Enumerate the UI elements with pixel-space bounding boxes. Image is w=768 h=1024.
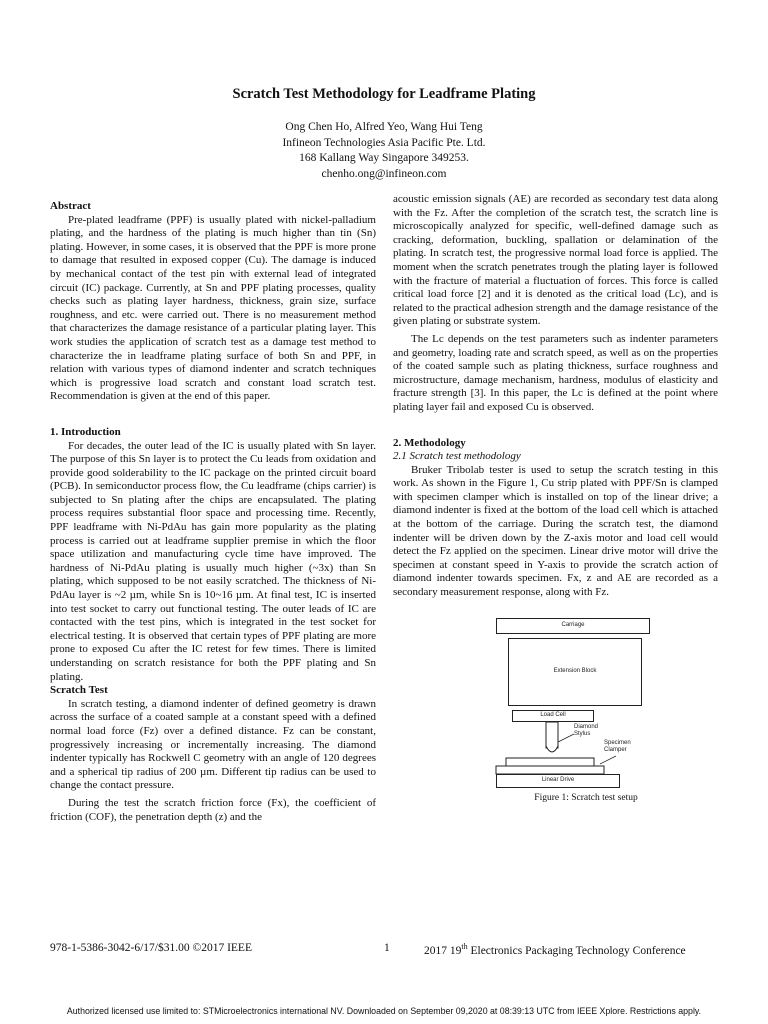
load-cell-box: Load Cell [512,710,594,722]
footer-isbn: 978-1-5386-3042-6/17/$31.00 ©2017 IEEE [50,942,252,954]
specimen-clamper-shape [496,766,604,774]
specimen-clamper-label: Specimen Clamper [604,739,631,753]
methodology-heading: 2. Methodology [393,436,466,449]
figure-scratch-setup [488,618,668,818]
introduction-text: For decades, the outer lead of the IC is usually plated with Sn layer. The purpose of this Sn layer is to protect the Cu leads from oxidation and provide good solderability to the IC package on the printed circuit board (PCB). In semiconductor process flow, the Cu leadframe (chips carrier) is subjected to Sn plating after the chips are encapsulated. The plating process requires substantial floor space and processing time. Recently, PPF leadframe with Ni-PdAu has gain more popularity as the plating process is carried out at leadframe supplier premise in which the floor space utilization and manufacturing cycle time have improved. The hardness of Ni-PdAu plating is usually much higher (~3x) than Sn plating, which supposed to be not easily scratched. The thickness of Ni-PdAu layer is ~2 µm, while Sn is 10~16 µm. At final test, IC is inserted into test socket to carry out functional testing. The outer leads of IC are contacted with the test pins, which is integrated in the test socket for electrical testing. It is observed that certain types of PPF plating are more prone to exposed Cu after the IC retest for few times. There is limited understanding on scratch resistance for both the PPF plating and Sn plating. [50,439,376,683]
scratch-test-heading: Scratch Test [50,684,108,697]
footer-page-number: 1 [384,942,390,954]
stylus-body-shape [546,722,558,748]
paper-title: Scratch Test Methodology for Leadframe Plating [232,86,536,102]
footer-conference: 2017 19th Electronics Packaging Technology Conference [424,942,686,957]
abstract-text: Pre-plated leadframe (PPF) is usually plated with nickel-palladium plating, and the hardness of the plating is much higher than tin (Sn) plating. However, in some cases, it is observed that the PPF is more prone to damage that resulted in exposed copper (Cu). The damage is induced by mechanical contact of the test pin with external lead of integrated circuit (IC) package. Currently, at Sn and PPF plating processes, quality checks such as plating layer hardness, thickness, grain size, surface roughness, and etc. were carried out. There is no measurement method that characterizes the damage resistance of a particular plating layer. This work studies the application of scratch test as a damage test method to characterize the in leadframe plating surface of both Sn and PPF, in relation with various types of diamond indenter and scratch techniques which is progressive load scratch and constant load scratch test. Recommendation is given at the end of this paper. [50,213,376,403]
carriage-box: Carriage [496,618,650,634]
diamond-stylus-label: Diamond Stylus [574,723,599,737]
linear-drive-box: Linear Drive [496,774,620,788]
email[interactable]: chenho.ong@infineon.com [321,167,447,180]
affiliation: Infineon Technologies Asia Pacific Pte. Ltd. [282,136,486,149]
specimen-shape [506,758,594,766]
stylus-tip-shape [546,746,558,752]
extension-block-box: Extension Block [508,638,642,706]
right-para-1: acoustic emission signals (AE) are recorded as secondary test data along with the Fz. After the completion of the scratch test, the scratch line is microscopically analyzed for specific, well-defined damage such as cracking, deformation, buckling, spallation or delamination of the plating. In scratch test, the progressive normal load force is applied. The moment when the scratch penetrates trough the plating layer is followed with the fracture of material a fluctuation of forces. This force is called critical load force [2] and it is denoted as the critical load (Lc), and is related to the practical adhesion strength and the damage resistance of the given plating or substrate system. [393,193,718,328]
right-column [393,193,718,818]
scratch-test-para-2: During the test the scratch friction force (Fx), the coefficient of friction (COF), the penetration depth (z) and the [50,796,376,823]
abstract-heading: Abstract [50,200,91,212]
methodology-subheading: 2.1 Scratch test methodology [393,450,521,463]
address: 168 Kallang Way Singapore 349253. [299,152,469,164]
author-block [0,120,768,182]
left-column [50,200,376,824]
authors: Ong Chen Ho, Alfred Yeo, Wang Hui Teng [285,121,483,133]
methodology-text: Bruker Tribolab tester is used to setup the scratch testing in this work. As shown in the Figure 1, Cu strip plated with PPF/Sn is clamped with specimen clamper which is installed on top of the linear drive; a diamond indenter is fixed at the bottom of the load cell which is attached at the bottom of the carriage. During the scratch test, the diamond indenter will be driven down by the Z-axis motor and load cell would detect the Fz applied on the specimen. Linear drive motor will drive the specimen at constant speed in Y-axis to provide the scratch action of diamond indenter towards specimen. Fx, z and AE are recorded as a secondary measurement response, along with Fz. [393,463,718,599]
scratch-test-para-1: In scratch testing, a diamond indenter of defined geometry is drawn across the surface of a coated sample at a constant speed with a defined normal load force (Fz) over a defined distance. Fz can be constant, progressively increasing or incrementally increasing. The diamond indenter typically has Rockwell C geometry with an angle of 120 degrees and a spherical tip radius of 200 µm. Different tip radius can be used to change the contact pressure. [50,697,376,792]
right-para-2: The Lc depends on the test parameters such as indenter parameters and geometry, loading rate and scratch speed, as well as on the properties of the coated sample such as plating thickness, surface roughness and microstructure, damage mechanism, hardness, modulus of elasticity and fracture strength [3]. In this paper, the Lc is defined at the point where plating layer fail and exposed Cu is observed. [393,332,718,413]
license-notice: Authorized licensed use limited to: STMicroelectronics international NV. Downloaded on September 09,2020 at 08:39:13 UTC from IEEE Xplore. Restrictions apply. [66,1006,702,1016]
introduction-heading: 1. Introduction [50,425,121,438]
figure-caption: Figure 1: Scratch test setup [534,792,638,803]
